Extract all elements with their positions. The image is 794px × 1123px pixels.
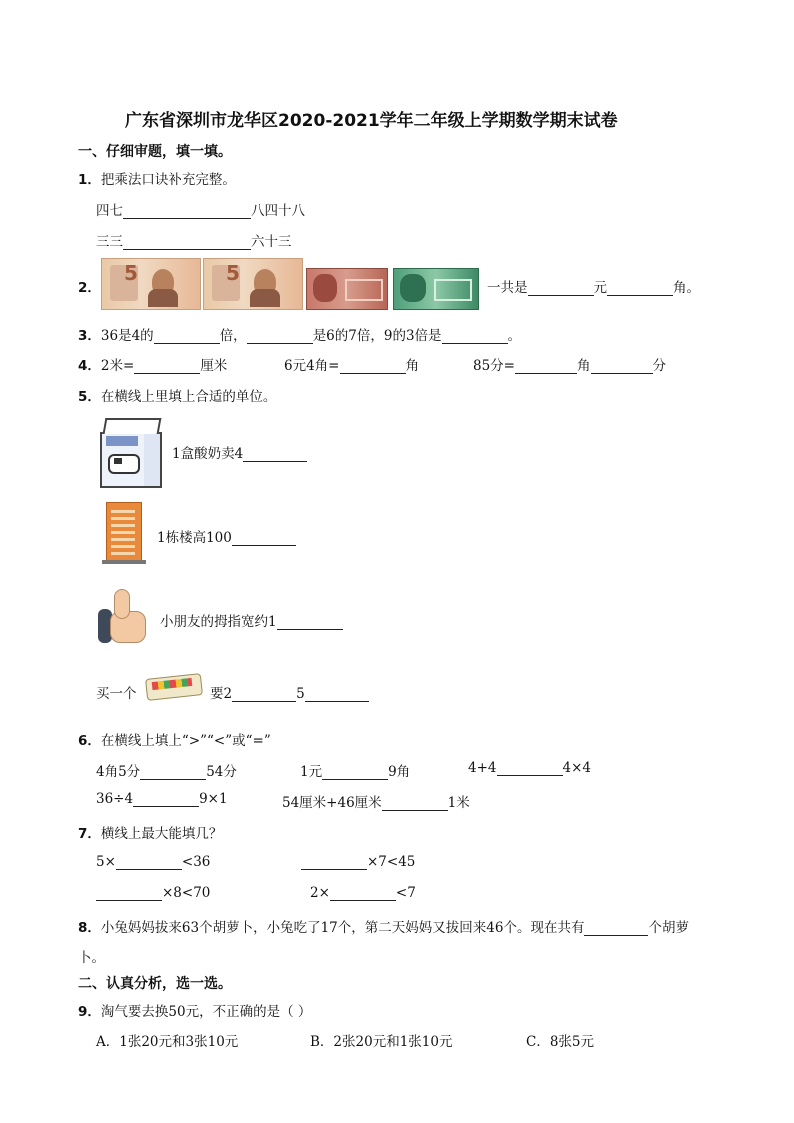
answer-blank[interactable] [277,615,343,630]
building-image [102,502,146,564]
question-text: 把乘法口诀补充完整。 [100,172,236,188]
option-a[interactable]: A．1张20元和3张10元 [96,1034,239,1050]
q7-item-a: 5× <36 [96,854,211,870]
answer-blank[interactable] [232,531,296,546]
question-7: 7．横线上最大能填几？ [78,826,223,842]
answer-blank[interactable] [330,886,396,901]
page-title: 广东省深圳市龙华区2020-2021学年二年级上学期数学期末试卷 [125,111,618,131]
q6-row1-a: 4角5分 54分 [96,764,237,780]
answer-blank[interactable] [96,886,162,901]
answer-blank[interactable] [116,855,182,870]
q6-row1-c: 4+4 4×4 [468,760,591,776]
answer-blank[interactable] [322,765,388,780]
question-8-continued: 卜。 [78,950,105,966]
section-heading-2: 二、认真分析，选一选。 [78,976,232,992]
milk-carton-image [100,418,162,486]
answer-blank[interactable] [301,855,367,870]
answer-blank[interactable] [123,235,251,250]
banknote-5-yuan-image: 5 [101,258,201,310]
q7-item-d: 2× <7 [310,885,416,901]
answer-blank[interactable] [232,687,296,702]
q1-line-2 [96,230,292,250]
answer-blank[interactable] [305,687,369,702]
banknote-green-jiao-image [393,268,479,310]
q5-box-prefix: 买一个 [96,686,137,702]
answer-blank[interactable] [528,281,594,296]
question-2-number: 2． [78,280,101,296]
question-9: 9．淘气要去换50元，不正确的是（ ） [78,1004,312,1020]
pencil-box-image [146,670,202,700]
question-5: 5．在横线上里填上合适的单位。 [78,389,277,405]
answer-blank[interactable] [123,204,251,219]
q7-item-b: ×7<45 [301,854,415,870]
q1-suffix: 八四十八 [251,203,305,219]
question-8: 8．小兔妈妈拔来63个胡萝卜，小兔吃了17个，第二天妈妈又拔回来46个。现在共有 个胡萝 [78,920,689,936]
q5-thumb-item: 小朋友的拇指宽约1 [160,610,343,630]
answer-blank[interactable] [140,765,206,780]
q1-suffix: 六十三 [251,234,292,250]
option-b[interactable]: B．2张20元和1张10元 [310,1034,453,1050]
answer-blank[interactable] [607,281,673,296]
q7-item-c: ×8<70 [96,885,210,901]
q5-box-item: 要2 5 [210,682,369,702]
answer-blank[interactable] [584,921,648,936]
question-1 [78,168,236,188]
q4-part-c: 85分= 角 分 [473,358,666,374]
q6-row2-a: 36÷4 9×1 [96,791,228,807]
question-3: 3．36是4的 倍， 是6的7倍，9的3倍是 。 [78,328,522,344]
banknote-red-jiao-image [306,268,388,310]
section-heading-1: 一、仔细审题，填一填。 [78,144,232,160]
q4-part-b: 6元4角= 角 [284,358,419,374]
q6-row1-b: 1元 9角 [300,764,411,780]
q5-milk-item: 1盒酸奶卖4 [172,442,307,462]
answer-blank[interactable] [243,447,307,462]
q5-building-item: 1栋楼高100 [157,526,296,546]
thumb-image [98,587,150,645]
banknote-5-yuan-image: 5 [203,258,303,310]
q1-prefix: 三三 [96,234,123,250]
option-c[interactable]: C．8张5元 [526,1034,595,1050]
answer-blank[interactable] [154,329,220,344]
q2-answer-line: 一共是 元 角。 [487,280,700,296]
answer-blank[interactable] [133,792,199,807]
answer-blank[interactable] [497,761,563,776]
answer-blank[interactable] [442,329,508,344]
answer-blank[interactable] [340,359,406,374]
answer-blank[interactable] [515,359,577,374]
question-number: 1． [78,172,101,188]
q1-line-1 [96,199,305,219]
q6-row2-b: 54厘米+46厘米 1米 [282,795,470,811]
q1-prefix: 四七 [96,203,123,219]
answer-blank[interactable] [247,329,313,344]
answer-blank[interactable] [382,796,448,811]
answer-blank[interactable] [134,359,200,374]
answer-blank[interactable] [591,359,653,374]
question-6: 6．在横线上填上“>”“<”或“=” [78,733,271,749]
question-4: 4．2米= 厘米 [78,358,228,374]
